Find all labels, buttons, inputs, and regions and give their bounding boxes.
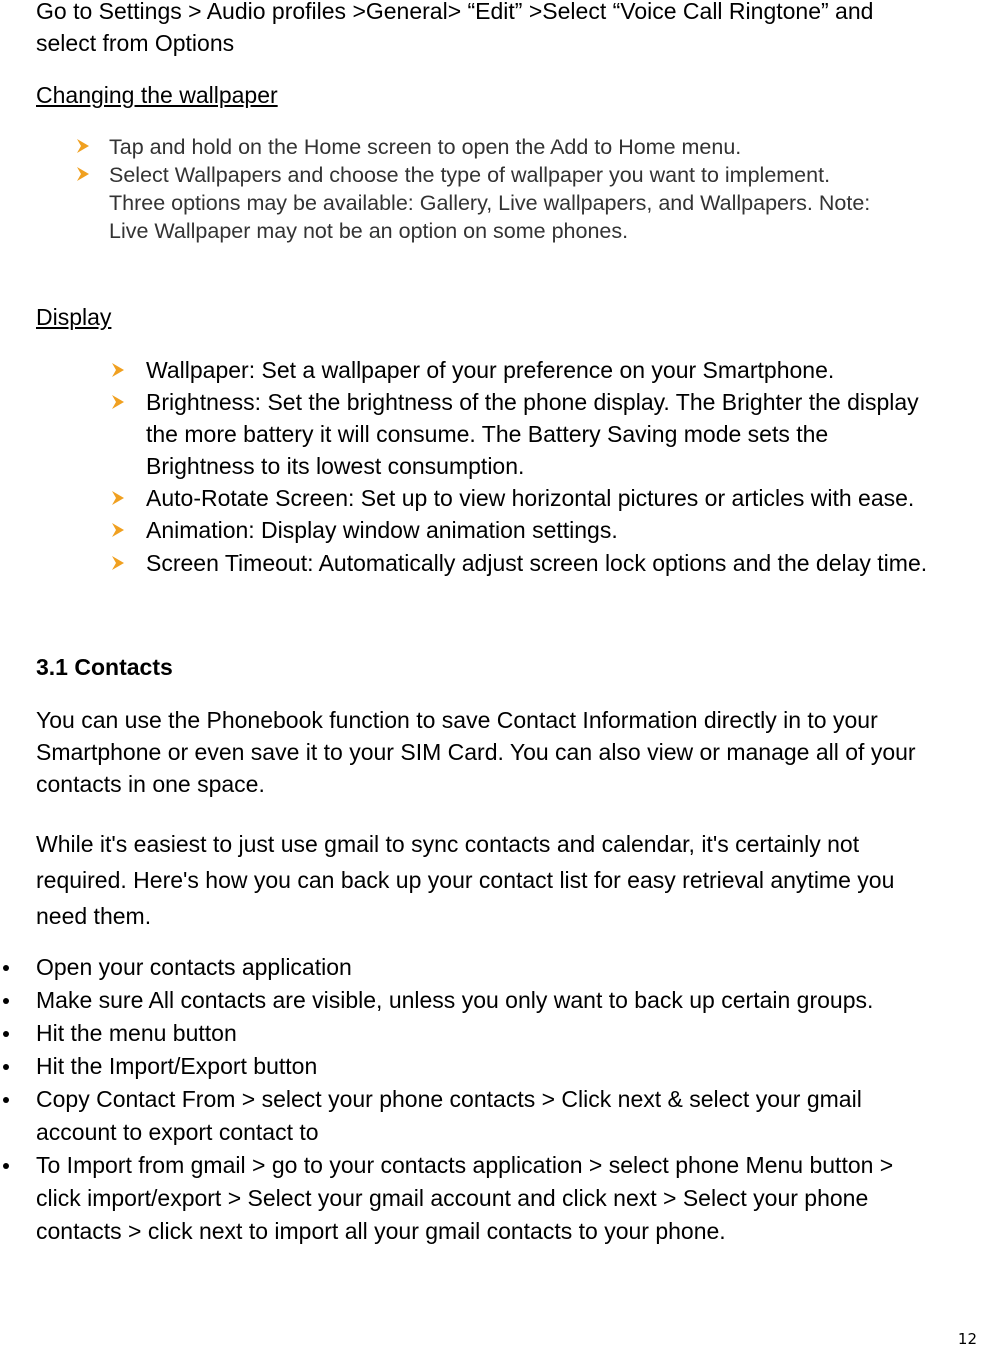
contacts-step-3: Hit the menu button [36,1020,237,1046]
display-item-screen-timeout: Screen Timeout: Automatically adjust screen lock options and the delay time. [146,550,928,576]
contacts-para2-line-1: While it's easiest to just use gmail to sync contacts and calendar, it's certainly not [36,831,860,857]
wallpaper-heading: Changing the wallpaper [36,82,278,108]
contacts-step-1: Open your contacts application [36,954,352,980]
display-item-brightness-line-3: Brightness to its lowest consumption. [146,453,525,479]
display-heading: Display [36,304,112,330]
contacts-heading: 3.1 Contacts [36,654,173,680]
arrow-bullet-icon [111,522,125,538]
contacts-para2-line-2: required. Here's how you can back up your contact list for easy retrieval anytime you [36,867,895,893]
page-number: 12 [957,1330,977,1348]
wallpaper-item-2-line-3: Live Wallpaper may not be an option on some phones. [109,219,629,243]
contacts-step-4: Hit the Import/Export button [36,1053,318,1079]
arrow-bullet-icon [76,138,90,154]
display-item-brightness-line-2: the more battery it will consume. The Battery Saving mode sets the [146,421,829,447]
wallpaper-item-2-line-1: Select Wallpapers and choose the type of wallpaper you want to implement. [109,163,831,187]
contacts-step-6-line-2: click import/export > Select your gmail account and click next > Select your phone [36,1185,869,1211]
contacts-step-5-line-1: Copy Contact From > select your phone contacts > Click next & select your gmail [36,1086,862,1112]
contacts-para2-line-3: need them. [36,903,152,929]
contacts-para1-line-3: contacts in one space. [36,771,265,797]
contacts-step-6-line-1: To Import from gmail > go to your contacts application > select phone Menu button > [36,1152,894,1178]
bullet-icon [3,1064,9,1070]
display-item-auto-rotate: Auto-Rotate Screen: Set up to view horizontal pictures or articles with ease. [146,485,915,511]
wallpaper-item-1: Tap and hold on the Home screen to open the Add to Home menu. [109,135,742,159]
intro-line-2: select from Options [36,30,235,56]
bullet-icon [3,1097,9,1103]
wallpaper-item-2-line-2: Three options may be available: Gallery, Live wallpapers, and Wallpapers. Note: [109,191,871,215]
intro-line-1: Go to Settings > Audio profiles >General> “Edit” >Select “Voice Call Ringtone” and [36,0,874,24]
contacts-para1-line-2: Smartphone or even save it to your SIM Card. You can also view or manage all of your [36,739,916,765]
bullet-icon [3,998,9,1004]
contacts-para1-line-1: You can use the Phonebook function to save Contact Information directly in to your [36,707,878,733]
arrow-bullet-icon [76,166,90,182]
bullet-icon [3,1163,9,1169]
bullet-icon [3,965,9,971]
bullet-icon [3,1031,9,1037]
contacts-step-5-line-2: account to export contact to [36,1119,319,1145]
display-item-animation: Animation: Display window animation settings. [146,517,618,543]
contacts-step-2: Make sure All contacts are visible, unless you only want to back up certain groups. [36,987,874,1013]
arrow-bullet-icon [111,362,125,378]
contacts-step-6-line-3: contacts > click next to import all your gmail contacts to your phone. [36,1218,726,1244]
display-item-wallpaper: Wallpaper: Set a wallpaper of your preference on your Smartphone. [146,357,835,383]
arrow-bullet-icon [111,394,125,410]
arrow-bullet-icon [111,490,125,506]
arrow-bullet-icon [111,555,125,571]
display-item-brightness-line-1: Brightness: Set the brightness of the phone display. The Brighter the display [146,389,919,415]
